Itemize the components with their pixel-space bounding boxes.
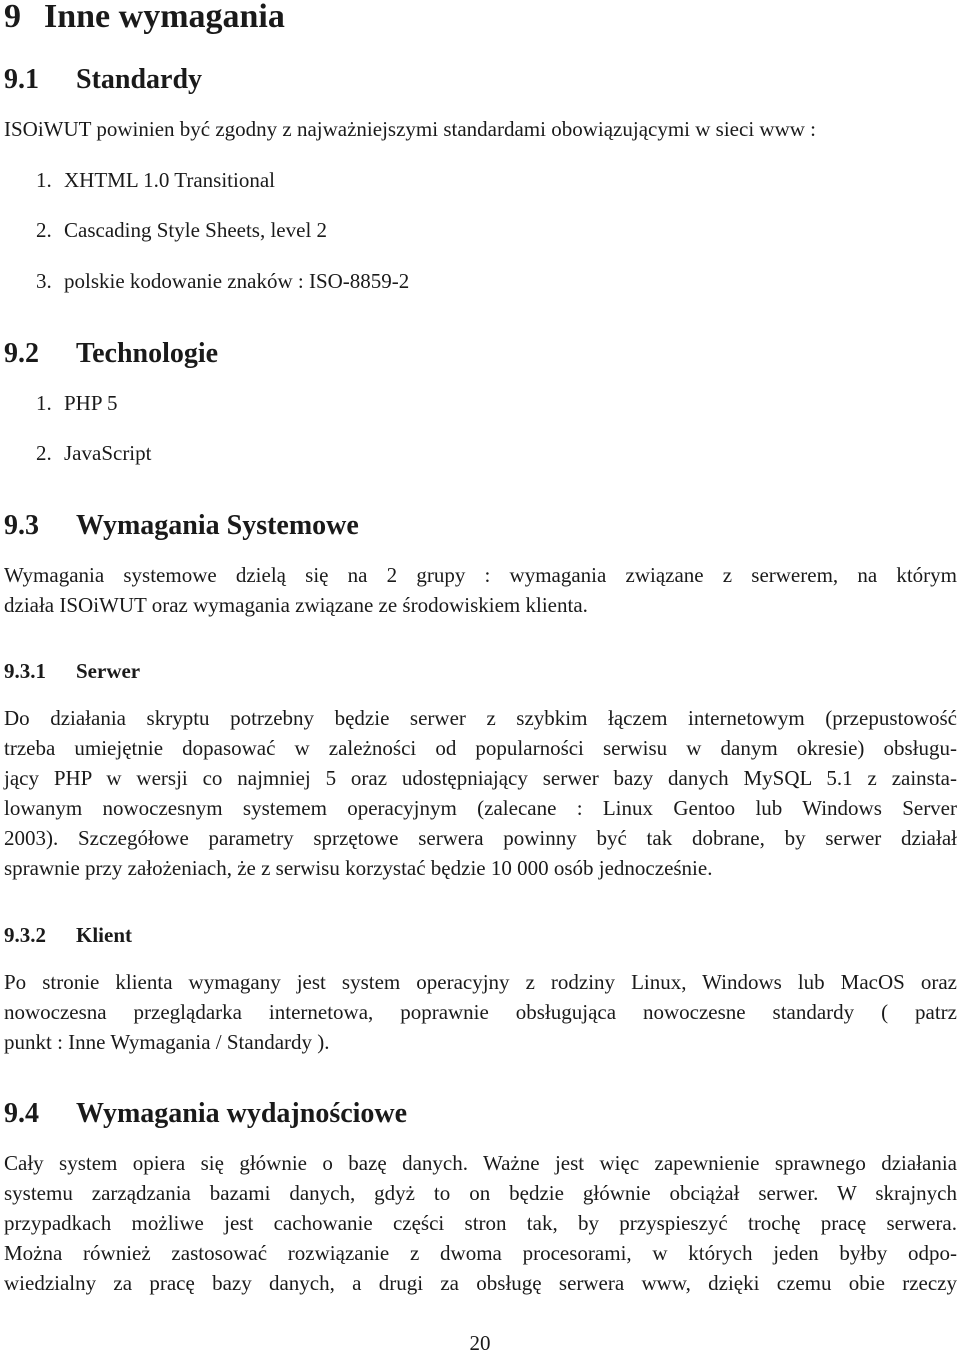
subsection-number: 9.4: [4, 1098, 39, 1129]
list-item: [36, 215, 327, 245]
text-line: systemu zarządzania bazami danych, gdyż to on będzie głównie obciążał serwer. W skrajnych: [4, 1181, 957, 1205]
subsubsection-number: 9.3.2: [4, 923, 46, 947]
text-line: jący PHP w wersji co najmniej 5 oraz udostępniający serwer bazy danych MySQL 5.1 z zainsta-: [4, 766, 957, 790]
text-line: punkt : Inne Wymagania / Standardy ).: [4, 1030, 330, 1054]
subsection-heading-technologie: [4, 334, 218, 374]
subsubsection-title: Serwer: [76, 659, 141, 683]
text-line: lowanym nowoczesnym systemem operacyjnym (zalecane : Linux Gentoo lub Windows Server: [4, 796, 957, 820]
text-line: 2003). Szczegółowe parametry sprzętowe serwera powinny być tak dobrane, by serwer działał: [4, 826, 957, 850]
list-item: [36, 388, 118, 418]
text-line: Wymagania systemowe dzielą się na 2 grupy : wymagania związane z serwerem, na którym: [4, 563, 957, 587]
list-text: Cascading Style Sheets, level 2: [64, 218, 328, 242]
list-text: polskie kodowanie znaków : ISO-8859-2: [64, 269, 410, 293]
klient-paragraph: [4, 967, 957, 1057]
list-text: JavaScript: [64, 441, 152, 465]
text-line: Można również zastosować rozwiązanie z dwoma procesorami, w których jeden byłby odpo-: [4, 1241, 957, 1265]
text-line: sprawnie przy założeniach, że z serwisu korzystać będzie 10 000 osób jednocześnie.: [4, 856, 713, 880]
text-line: wiedzialny za pracę bazy danych, a drugi za obsługę serwera www, dzięki czemu obie rzeczy: [4, 1271, 957, 1295]
list-number: 2.: [36, 441, 52, 465]
subsection-number: 9.1: [4, 64, 39, 95]
list-number: 2.: [36, 218, 52, 242]
list-text: PHP 5: [64, 391, 118, 415]
text-line: Po stronie klienta wymagany jest system operacyjny z rodziny Linux, Windows lub MacOS oraz: [4, 970, 957, 994]
subsection-heading-wydajnosciowe: [4, 1094, 407, 1134]
text-line: przypadkach możliwe jest cachowanie części stron tak, by przyspieszyć trochę pracę serwera.: [4, 1211, 957, 1235]
subsection-title: Technologie: [76, 338, 219, 369]
serwer-paragraph: [4, 703, 957, 883]
subsection-number: 9.2: [4, 338, 39, 369]
text-line: działa ISOiWUT oraz wymagania związane ze środowiskiem klienta.: [4, 593, 588, 617]
section-title: Inne wymagania: [44, 0, 285, 35]
list-text: XHTML 1.0 Transitional: [64, 168, 275, 192]
list-number: 3.: [36, 269, 52, 293]
standardy-intro: [4, 114, 957, 144]
text-line: Cały system opiera się głównie o bazę danych. Ważne jest więc zapewnienie sprawnego działania: [4, 1151, 957, 1175]
systemowe-paragraph: [4, 560, 957, 620]
subsubsection-number: 9.3.1: [4, 659, 46, 683]
list-number: 1.: [36, 391, 52, 415]
subsubsection-heading-klient: [4, 920, 132, 950]
section-number: 9: [4, 0, 21, 35]
subsection-title: Standardy: [76, 64, 203, 95]
wydajnosciowe-paragraph: [4, 1148, 957, 1298]
subsection-number: 9.3: [4, 510, 39, 541]
list-item: [36, 266, 409, 296]
list-item: [36, 438, 151, 468]
text-line: ISOiWUT powinien być zgodny z najważniejszymi standardami obowiązującymi w sieci www :: [4, 117, 816, 141]
text-line: Do działania skryptu potrzebny będzie serwer z szybkim łączem internetowym (przepustowość: [4, 706, 957, 730]
subsubsection-title: Klient: [76, 923, 132, 947]
subsubsection-heading-serwer: [4, 656, 140, 686]
list-number: 1.: [36, 168, 52, 192]
subsection-title: Wymagania Systemowe: [76, 510, 359, 541]
subsection-heading-standardy: [4, 60, 202, 100]
page-number: 20: [469, 1331, 491, 1355]
text-line: trzeba umiejętnie dopasować w zależności od popularności serwisu w danym okresie) obsługu-: [4, 736, 957, 760]
list-item: [36, 165, 275, 195]
section-heading: [4, 0, 285, 42]
text-line: nowoczesna przeglądarka internetowa, poprawnie obsługująca nowoczesne standardy ( patrz: [4, 1000, 957, 1024]
subsection-heading-systemowe: [4, 506, 359, 546]
subsection-title: Wymagania wydajnościowe: [76, 1098, 408, 1129]
